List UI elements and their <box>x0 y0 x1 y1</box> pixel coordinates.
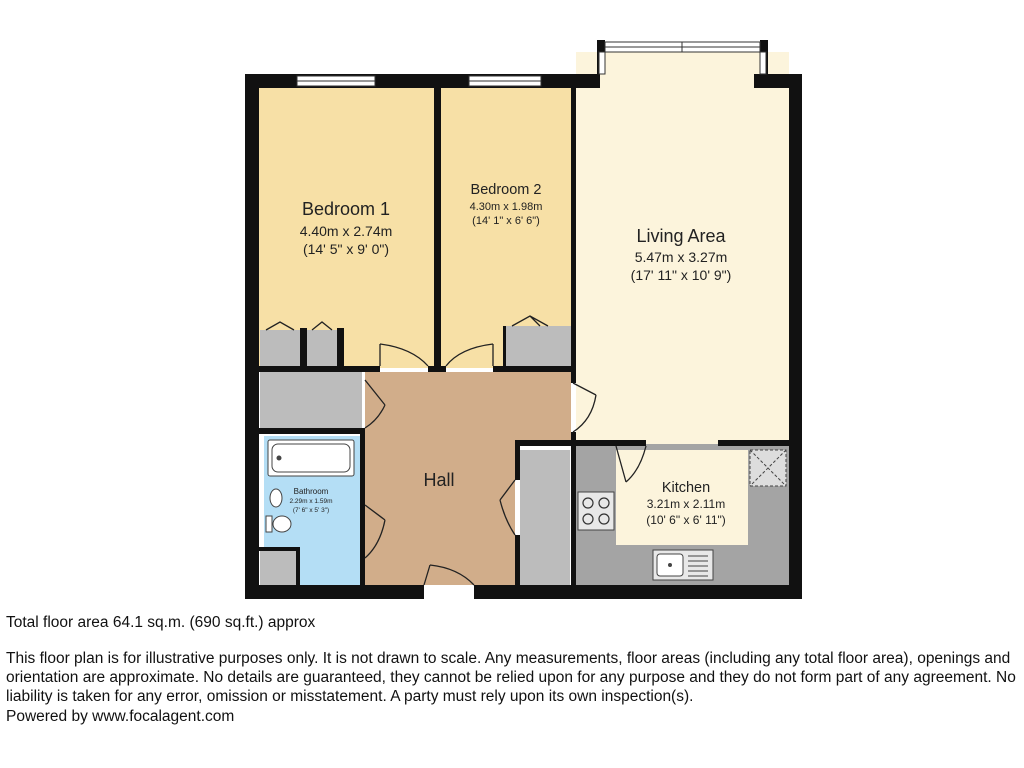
wall-storage-left-b <box>515 535 520 585</box>
hall-cupboard <box>260 372 362 428</box>
wall-kitchen-top-a <box>576 440 646 446</box>
wall-storage-left <box>515 440 520 480</box>
living-area-floor <box>576 52 789 444</box>
wardrobe-right <box>307 330 337 368</box>
wall-left <box>245 74 259 599</box>
total-floor-area: Total floor area 64.1 sq.m. (690 sq.ft.) approx <box>6 614 316 631</box>
powered-by: Powered by www.focalagent.com <box>6 708 235 725</box>
bedroom-1-imperial: (14' 5" x 9' 0") <box>302 241 390 257</box>
living-area-imperial: (17' 11" x 10' 9") <box>630 267 732 283</box>
wall-bedroom-divider <box>434 88 441 368</box>
wall-wardrobe-div-a <box>300 328 307 368</box>
wall-bottom-right <box>474 585 802 599</box>
wall-bedroom-bottom-a <box>258 366 380 372</box>
wall-storage-top <box>515 440 571 446</box>
wardrobe-bedroom-2 <box>506 326 571 368</box>
wall-bath-cupboard <box>258 547 298 551</box>
hall-name: Hall <box>423 470 455 490</box>
wall-bath-cupboard-side <box>296 547 300 585</box>
wall-hall-left <box>360 428 365 585</box>
sink <box>270 489 282 507</box>
wall-wardrobe-2-left <box>503 326 506 368</box>
kitchen-name: Kitchen <box>661 480 711 496</box>
wall-bedroom-bottom-b <box>428 366 446 372</box>
hall-storage <box>520 450 570 585</box>
wall-kitchen-top-b <box>718 440 789 446</box>
wall-living-lower <box>571 432 576 585</box>
living-area-name: Living Area <box>636 226 726 246</box>
wall-wardrobe-div-b <box>337 328 344 368</box>
bathroom-cupboard <box>260 551 298 585</box>
wardrobe-left <box>260 330 300 368</box>
bedroom-2-name: Bedroom 2 <box>470 182 542 198</box>
kitchen-imperial: (10' 6" x 6' 11") <box>646 513 726 527</box>
bedroom-2-imperial: (14' 1" x 6' 6") <box>472 215 540 227</box>
bathroom-metric: 2.29m x 1.59m <box>289 498 333 505</box>
wall-bottom-left <box>245 585 424 599</box>
bedroom-1-metric: 4.40m x 2.74m <box>299 223 393 239</box>
bedroom-2-metric: 4.30m x 1.98m <box>469 201 543 213</box>
bathroom-name: Bathroom <box>293 487 329 496</box>
hob <box>578 492 614 530</box>
wall-right <box>789 74 802 599</box>
kitchen-metric: 3.21m x 2.11m <box>646 497 726 511</box>
window-bay-right <box>760 52 766 74</box>
window-bay-left <box>599 52 605 74</box>
toilet <box>273 516 291 532</box>
bedroom-1-name: Bedroom 1 <box>301 199 391 219</box>
wall-living-divider <box>571 88 576 383</box>
bathroom-imperial: (7' 6" x 5' 3") <box>292 507 330 514</box>
living-area-metric: 5.47m x 3.27m <box>634 249 728 265</box>
disclaimer-text: This floor plan is for illustrative purposes only. It is not drawn to scale. Any measurements, floor areas (including any total floor area), openings and orientation are approximate. No details are guaranteed, they cannot be relied upon for any purpose and they do not form part of any agreement. No liability is taken for any error, omission or misstatement. A party must rely upon its own inspection(s). <box>6 650 1016 705</box>
wall-cupboard-bottom <box>258 428 365 434</box>
